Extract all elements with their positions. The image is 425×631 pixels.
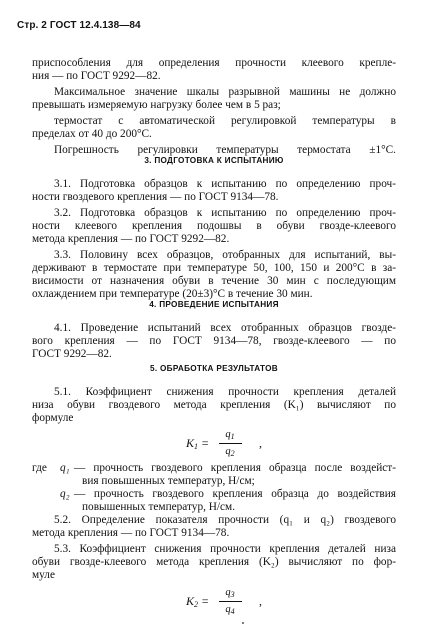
text-line: пределах от 40 до 200°С. [32, 128, 152, 140]
section-heading: 3. ПОДГОТОВКА К ИСПЫТАНИЮ [144, 156, 284, 165]
text-line: — прочность гвоздевого крепления образца после воздейст- [74, 462, 396, 474]
text-line: вия повышенных температур, Н/см; [82, 475, 255, 487]
formula-lhs: $K_1$ = [186, 436, 210, 451]
text-line: держивают в термостате при температуре 50, 100, 150 и 200°С в за- [32, 262, 396, 274]
fraction-bar [219, 443, 242, 444]
text-line: метода крепления — по ГОСТ 9134—78. [32, 527, 230, 539]
scan-speck [242, 622, 244, 624]
text-line: ния — по ГОСТ 9292—82. [32, 70, 161, 82]
text-line: формуле [32, 412, 74, 424]
text-line: ности гвоздевого крепления — по ГОСТ 9134—78. [32, 191, 279, 203]
text-line: ности клеевого крепления подошвы в обуви гвозде-клеевого [32, 220, 396, 232]
text-line: метода крепления — по ГОСТ 9292—82. [32, 233, 230, 245]
fraction-bar [219, 601, 242, 602]
symbol-q2: q₂ [60, 488, 70, 500]
text-line: вого крепления — по ГОСТ 9134—78, гвозде-клеевого — по [32, 335, 396, 347]
text-line: 3.1. Подготовка образцов к испытанию по определению проч- [54, 178, 396, 190]
formula-comma: , [259, 594, 262, 608]
text-line: висимости от назначения обуви в течение 30 мин с последующим [32, 275, 396, 287]
text-line: превышать измеряемую нагрузку более чем в 5 раз; [32, 99, 281, 111]
text-line: низа обуви гвоздевого метода крепления (K₁) вычисляют по [32, 399, 396, 411]
page-header: Стр. 2 ГОСТ 12.4.138—84 [17, 20, 141, 31]
text-line: Максимальное значение шкалы разрывной машины не должно [54, 86, 396, 98]
formula-lhs: $K_2$ = [186, 594, 210, 609]
text-line: 3.3. Половину всех образцов, отобранных для испытаний, вы- [54, 249, 396, 261]
text-line: муле [32, 569, 55, 581]
text-line: термостат с автоматической регулировкой температуры в [54, 115, 396, 127]
formula-denominator: $q_2$ [225, 446, 235, 458]
text-line: Погрешность регулировки температуры термостата ±1°С. [54, 144, 396, 156]
section-heading: 5. ОБРАБОТКА РЕЗУЛЬТАТОВ [149, 364, 279, 373]
formula-numerator: $q_3$ [225, 587, 235, 599]
text-line: охлаждением при температуре (20±3)°С в течение 30 мин. [32, 288, 313, 300]
text-line: повышенных температур, Н/см. [82, 501, 236, 513]
text-line: 5.3. Коэффициент снижения прочности крепления деталей низа [54, 543, 396, 555]
text-line: 3.2. Подготовка образцов к испытанию по определению проч- [54, 207, 396, 219]
text-line: 4.1. Проведение испытаний всех отобранных образцов гвозде- [54, 322, 396, 334]
text-line: обуви гвозде-клеевого метода крепления (K₂) вычисляют по фор- [32, 556, 396, 568]
formula-denominator: $q_4$ [225, 604, 235, 616]
text-line: 5.1. Коэффициент снижения прочности крепления деталей [54, 386, 396, 398]
formula-numerator: $q_1$ [225, 429, 235, 441]
where-label: где [32, 462, 47, 474]
section-heading: 4. ПРОВЕДЕНИЕ ИСПЫТАНИЯ [149, 300, 279, 309]
text-line: 5.2. Определение показателя прочности (q₁ и q₂) гвоздевого [54, 514, 396, 526]
formula-comma: , [259, 436, 262, 450]
symbol-q1: q₁ [60, 462, 70, 474]
text-line: ГОСТ 9292—82. [32, 348, 112, 360]
text-line: приспособления для определения прочности клеевого крепле- [32, 57, 396, 69]
text-line: — прочность гвоздевого крепления образца до воздействия [74, 488, 396, 500]
